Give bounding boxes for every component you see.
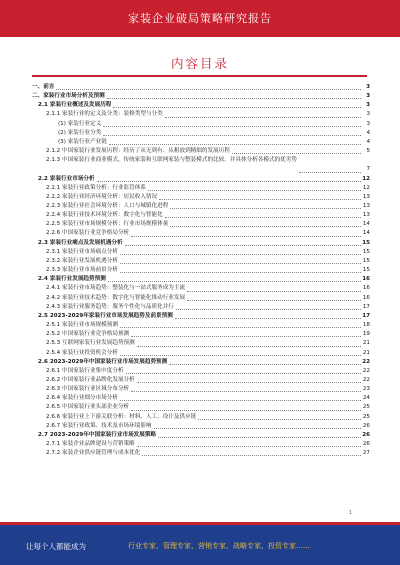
toc-entry-page: 24 <box>362 395 370 402</box>
toc-entry-page: 3 <box>366 83 370 90</box>
toc-entry-page: 13 <box>362 212 370 219</box>
toc-leader-dots <box>175 318 361 319</box>
toc-entry-text: 二、家装行业市场分析及预测 <box>32 93 105 100</box>
toc-leader-dots <box>159 199 361 200</box>
toc-entry-page: 16 <box>362 276 370 283</box>
toc-entry-text: 2.5 2023-2029年家装行业市场发展趋势及前景预测 <box>38 312 173 319</box>
toc-heading: 内容目录 <box>170 56 229 71</box>
toc-entry[interactable] <box>32 156 370 174</box>
toc-leader-dots <box>103 126 361 127</box>
toc-entry-text: 2.2.4 家装行业技术环境分析：数字化与智能化 <box>46 212 163 219</box>
toc-entry-text: 2.1 家装行业概述及发展历程 <box>38 102 112 109</box>
toc-entry-page: 21 <box>362 340 370 347</box>
report-header <box>0 0 400 37</box>
toc-entry-text: 2.6 2023-2029年中国家装行业市场发展趋势预测 <box>38 358 168 365</box>
toc-entry-page: 16 <box>362 294 370 301</box>
toc-entry-text: 2.2 家装行业市场分析 <box>38 175 95 182</box>
toc-entry-text: 2.4.3 家装行业服务趋势：服务个性化与品质化并行 <box>46 303 174 310</box>
toc-entry[interactable] <box>32 83 370 92</box>
toc-entry-page: 13 <box>362 193 370 200</box>
toc-entry[interactable] <box>32 431 370 440</box>
toc-entry[interactable] <box>32 220 370 229</box>
toc-leader-dots <box>103 135 361 136</box>
toc-entry-text: 2.2.6 中国家装行业竞争格局分析 <box>46 230 130 237</box>
toc-leader-dots <box>126 373 361 374</box>
toc-entry-page: 23 <box>362 386 370 393</box>
toc-leader-dots <box>131 410 361 411</box>
toc-entry-page: 26 <box>362 422 370 429</box>
toc-entry[interactable] <box>32 147 370 156</box>
toc-entry-text: 2.6.5 中国家装行业头部企业分析 <box>46 404 130 411</box>
toc-entry-page: 3 <box>366 102 370 109</box>
toc-leader-dots <box>109 144 361 145</box>
toc-leader-dots <box>125 245 361 246</box>
toc-entry[interactable] <box>32 266 370 275</box>
toc-entry-page: 3 <box>366 93 370 100</box>
toc-leader-dots <box>108 281 361 282</box>
toc-entry-page: 17 <box>362 303 370 310</box>
toc-entry-text: 2.2.5 家装行业市场规模分析：行业市场规模体量 <box>46 221 169 228</box>
toc-entry-page: 14 <box>362 230 370 237</box>
toc-entry-text: (1) 家装行业定义 <box>58 120 102 127</box>
toc-entry-page: 18 <box>362 322 370 329</box>
toc-leader-dots <box>113 107 361 108</box>
toc-leader-dots <box>158 437 361 438</box>
toc-entry[interactable] <box>32 321 370 330</box>
toc-entry[interactable] <box>32 422 370 431</box>
toc-entry-page: 15 <box>362 257 370 264</box>
toc-entry-text: 一、前言 <box>32 83 55 90</box>
toc-leader-dots <box>170 208 361 209</box>
toc-entry[interactable] <box>32 92 370 101</box>
toc-leader-dots <box>120 400 361 401</box>
toc-entry[interactable] <box>32 138 370 147</box>
page-number: 1 <box>348 510 352 516</box>
toc-entry-page: 21 <box>362 349 370 356</box>
toc-leader-dots <box>148 190 361 191</box>
toc-entry-page: 13 <box>362 203 370 209</box>
toc-entry-page: 7 <box>366 166 370 173</box>
toc-entry-page: 25 <box>362 404 370 411</box>
toc-entry-text: 2.6.6 家装行业上下游关联分析：材料、人工、设计及供应链 <box>46 413 197 420</box>
footer-accent-bar <box>0 522 400 525</box>
toc-entry-text: 2.2.3 家装行业社会环境分析：人口与城镇化进程 <box>46 203 169 209</box>
toc-entry-page: 27 <box>362 450 370 457</box>
toc-entry-page: 5 <box>366 148 370 155</box>
toc-entry-page: 19 <box>362 331 370 338</box>
footer-expert-list: 行业专家、管理专家、营销专家、战略专家、投资专家…… <box>128 542 310 550</box>
toc-entry-text: 2.7 2023-2029年中国家装行业市场发展策略 <box>38 431 157 438</box>
toc-entry-text: 2.2.2 家装行业经济环境分析：居民收入情况 <box>46 193 158 200</box>
toc-entry[interactable] <box>32 358 370 367</box>
toc-entry-page: 4 <box>366 138 370 145</box>
toc-divider <box>32 75 367 77</box>
toc-entry[interactable] <box>32 284 370 293</box>
toc-entry[interactable] <box>32 229 370 238</box>
toc-leader-dots <box>154 428 361 429</box>
toc-entry[interactable] <box>32 303 370 312</box>
toc-entry-page: 12 <box>362 184 370 191</box>
toc-leader-dots <box>120 254 361 255</box>
toc-entry[interactable] <box>32 339 370 348</box>
toc-entry-text: 2.2.1 家装行业政策分析：行业监管体系 <box>46 184 146 191</box>
toc-entry-text: 2.4.2 家装行业技术趋势：数字化与智能化推动行业发展 <box>46 294 186 301</box>
toc-entry[interactable] <box>32 449 370 458</box>
toc-entry-text: 2.6.7 家装行业政策、技术及市场环境影响 <box>46 422 152 429</box>
toc-leader-dots <box>187 291 361 292</box>
toc-leader-dots <box>120 263 361 264</box>
toc-entry[interactable] <box>32 239 370 248</box>
toc-entry[interactable] <box>32 248 370 257</box>
report-footer <box>0 522 400 565</box>
toc-leader-dots <box>97 181 361 182</box>
toc-entry-text: 2.4 家装行业发展趋势预测 <box>38 276 106 283</box>
toc-entry[interactable] <box>32 394 370 403</box>
footer-slogan: 让每个人都能成为 <box>26 542 86 551</box>
toc-leader-dots <box>137 382 361 383</box>
table-of-contents <box>32 83 370 458</box>
toc-leader-dots <box>165 217 361 218</box>
toc-entry[interactable] <box>32 257 370 266</box>
toc-entry-page: 26 <box>362 441 370 448</box>
toc-entry-text: 2.1.2 中国家装行业发展历程：经历了从无到有、从粗放到精细的发展历程 <box>46 148 230 155</box>
toc-leader-dots <box>299 172 361 173</box>
toc-leader-dots <box>176 309 361 310</box>
toc-entry-text: 2.5.4 家装行业投资机会分析 <box>46 349 118 356</box>
toc-entry-text: 2.4.1 家装行业市场趋势：整装化与一站式服务成为主流 <box>46 285 186 292</box>
toc-entry-page: 15 <box>362 248 370 255</box>
toc-leader-dots <box>137 346 361 347</box>
toc-entry[interactable] <box>32 211 370 220</box>
toc-entry-page: 22 <box>362 367 370 374</box>
toc-entry[interactable] <box>32 110 370 119</box>
toc-entry-text: (3) 家装行业产业链 <box>58 138 107 145</box>
toc-entry-text: 2.6.4 家装行业细分市场分析 <box>46 395 118 402</box>
toc-entry[interactable] <box>32 275 370 284</box>
toc-entry-text: 2.6.1 中国家装行业集中度分析 <box>46 367 124 374</box>
toc-leader-dots <box>56 89 361 90</box>
toc-entry[interactable] <box>32 120 370 129</box>
toc-entry-page: 3 <box>366 111 370 118</box>
toc-entry-text: 2.3.1 家装行业市场痛点分析 <box>46 248 118 255</box>
toc-entry[interactable] <box>32 193 370 202</box>
toc-entry[interactable] <box>32 175 370 184</box>
toc-entry-page: 12 <box>362 175 370 182</box>
toc-entry-page: 4 <box>366 129 370 136</box>
toc-entry[interactable] <box>32 312 370 321</box>
toc-entry[interactable] <box>32 376 370 385</box>
report-title: 家装企业破局策略研究报告 <box>128 12 272 25</box>
toc-entry-page: 22 <box>362 376 370 383</box>
toc-entry-text: 2.5.3 互联网家装行业发展趋势预测 <box>46 340 135 347</box>
toc-entry[interactable] <box>32 385 370 394</box>
toc-entry-text: 2.5.2 中国家装行业竞争格局预测 <box>46 331 130 338</box>
toc-leader-dots <box>187 300 361 301</box>
toc-entry[interactable] <box>32 129 370 138</box>
toc-entry-page: 14 <box>362 221 370 228</box>
toc-entry-text: 2.5.1 家装行业市场规模预测 <box>46 322 118 329</box>
toc-leader-dots <box>169 364 361 365</box>
toc-entry-page: 26 <box>362 431 370 438</box>
toc-entry[interactable] <box>32 403 370 412</box>
toc-entry-text: 2.3 家装行业痛点及发展机遇分析 <box>38 239 123 246</box>
toc-entry-text: 2.3.2 家装行业发展机遇分析 <box>46 257 118 264</box>
toc-entry-page: 3 <box>366 120 370 127</box>
toc-entry-text: 2.6.3 中国家装行业区域分布分析 <box>46 386 130 393</box>
toc-entry-page: 25 <box>362 413 370 420</box>
toc-leader-dots <box>142 455 361 456</box>
toc-entry-text: 2.7.2 家装企业供应链管理与成本优化 <box>46 450 141 457</box>
toc-entry-text: 2.6.2 中国家装行业品牌化发展分析 <box>46 376 135 383</box>
toc-entry-page: 17 <box>362 312 370 319</box>
toc-leader-dots <box>120 327 361 328</box>
toc-entry[interactable] <box>32 184 370 193</box>
toc-leader-dots <box>107 98 361 99</box>
toc-entry-page: 16 <box>362 285 370 292</box>
toc-leader-dots <box>165 117 361 118</box>
toc-entry[interactable] <box>32 349 370 358</box>
toc-entry[interactable] <box>32 413 370 422</box>
toc-leader-dots <box>198 419 361 420</box>
toc-leader-dots <box>131 236 361 237</box>
toc-entry-text: 2.3.3 家装行业市场前景分析 <box>46 267 118 274</box>
toc-entry-text: (2) 家装行业分类 <box>58 129 102 136</box>
toc-entry[interactable] <box>32 101 370 110</box>
toc-entry-page: 15 <box>362 239 370 246</box>
toc-entry-text: 2.1.1 家装行业的定义及分类：装修类型与分类 <box>46 111 163 118</box>
toc-entry[interactable] <box>32 294 370 303</box>
toc-entry-page: 22 <box>362 358 370 365</box>
toc-leader-dots <box>137 446 361 447</box>
toc-entry[interactable] <box>32 330 370 339</box>
toc-leader-dots <box>120 272 361 273</box>
toc-leader-dots <box>131 391 361 392</box>
toc-leader-dots <box>232 153 361 154</box>
toc-entry-text: 2.7.1 家装企业品牌建设与营销策略 <box>46 441 135 448</box>
toc-entry[interactable] <box>32 202 370 211</box>
toc-leader-dots <box>131 336 361 337</box>
toc-entry-page: 15 <box>362 267 370 274</box>
toc-leader-dots <box>120 355 361 356</box>
toc-entry[interactable] <box>32 367 370 376</box>
toc-leader-dots <box>170 226 361 227</box>
toc-entry-text: 2.1.3 中国家装行业商业模式，传统家装和互联网家装与整装模式的比较，并具体分析各模式的优劣势 <box>46 157 297 164</box>
toc-entry[interactable] <box>32 440 370 449</box>
